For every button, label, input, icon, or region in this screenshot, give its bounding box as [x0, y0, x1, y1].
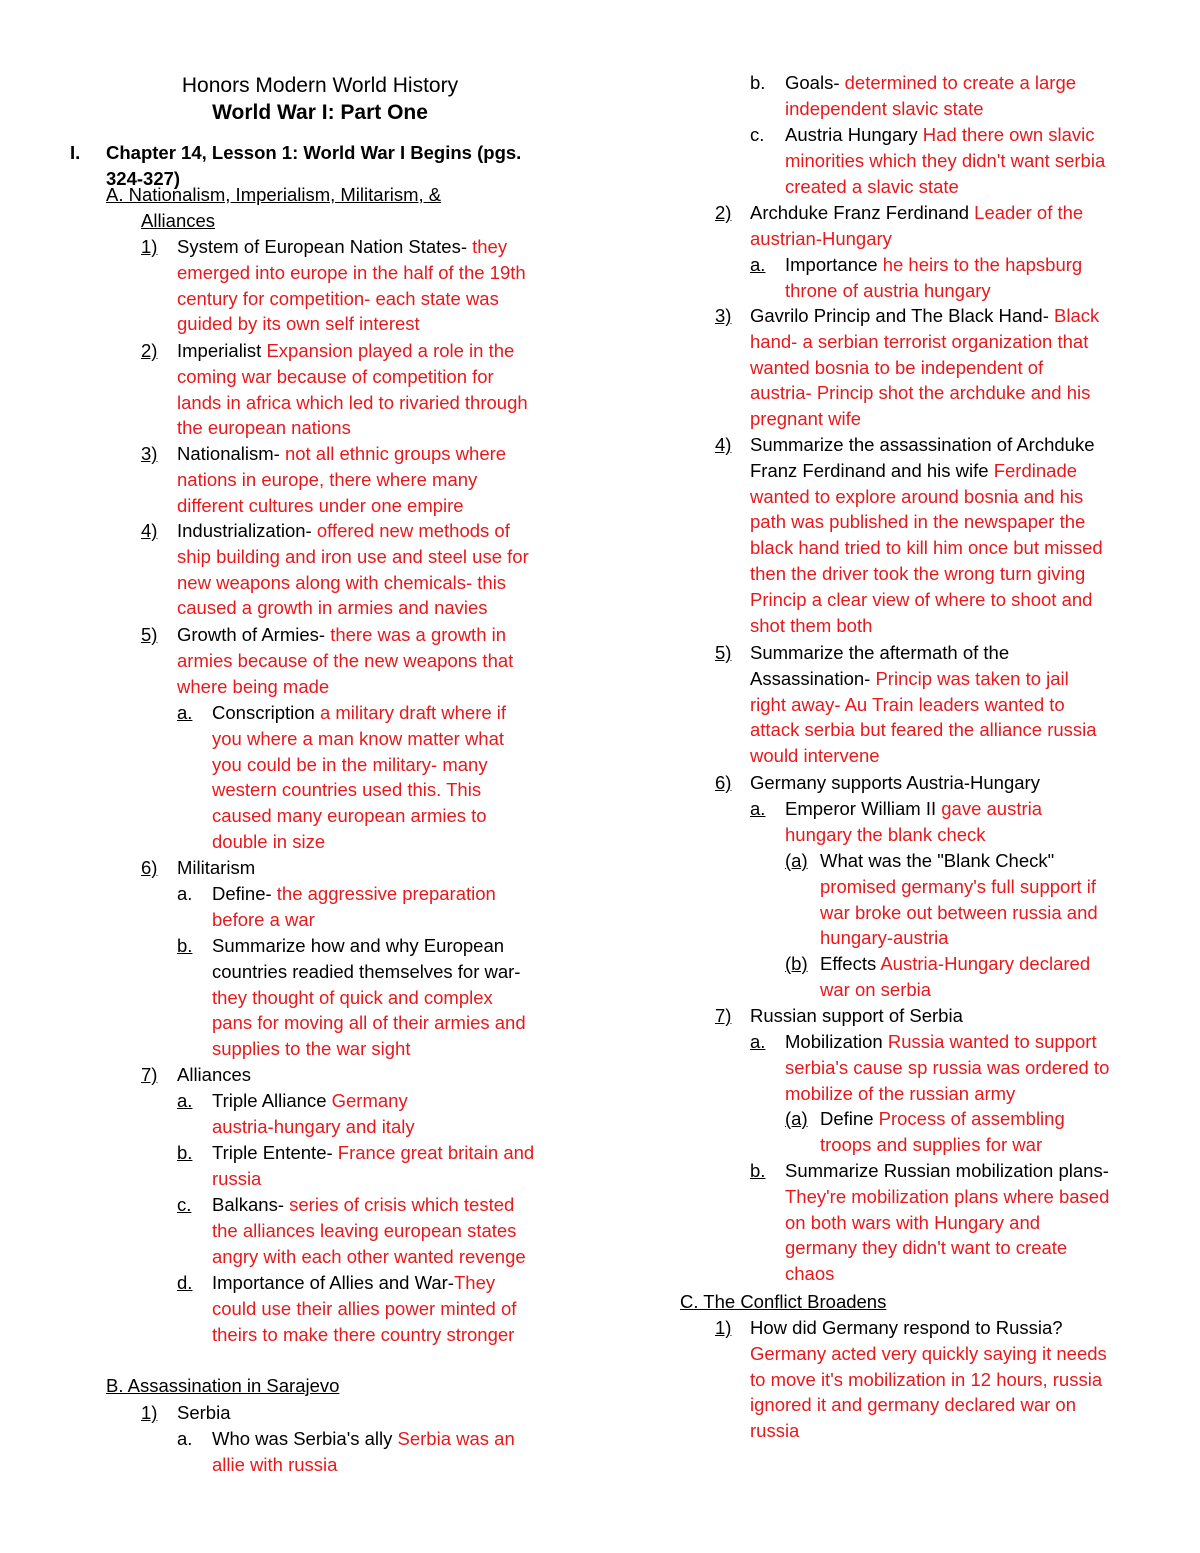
answer-text: the aggressive preparation: [276, 883, 496, 904]
answer-text: austria- Princip shot the archduke and his: [750, 382, 1091, 404]
outline-label: b.: [750, 1160, 766, 1181]
section-c: [680, 1289, 886, 1315]
outline-line: [177, 570, 506, 596]
outline-line: [785, 1184, 1109, 1210]
outline-label: a.: [750, 254, 766, 275]
outline-line: [785, 1210, 1040, 1236]
outline-line: [177, 648, 513, 674]
outline-label: (a): [785, 1108, 808, 1129]
outline-label: 5): [715, 642, 732, 663]
answer-text: they thought of quick and complex: [212, 986, 493, 1008]
prompt-text: Archduke Franz Ferdinand: [750, 202, 975, 223]
outline-line: [177, 1062, 251, 1088]
answer-text: Austria-Hungary declared: [880, 953, 1091, 974]
outline-line: [212, 1218, 516, 1244]
answer-text: different cultures under one empire: [177, 494, 464, 516]
section-a-title-cont: Alliances: [141, 210, 216, 231]
prompt-text: Russian support of Serbia: [750, 1005, 963, 1026]
answer-text: coming war because of competition for: [177, 365, 494, 387]
prompt-text: Alliances: [177, 1064, 252, 1085]
answer-text: angry with each other wanted revenge: [212, 1245, 526, 1267]
outline-line: [212, 907, 315, 933]
outline-line: [177, 415, 351, 441]
answer-text: Ferdinade: [993, 459, 1078, 481]
prompt-text: Mobilization: [785, 1031, 888, 1052]
answer-text: western countries used this. This: [212, 779, 482, 801]
answer-text: germany they didn't want to create: [785, 1237, 1068, 1259]
answer-text: lands in africa which led to rivaried through: [177, 391, 528, 413]
prompt-text: Serbia: [177, 1402, 231, 1423]
outline-label: c.: [177, 1194, 192, 1215]
answer-text: he heirs to the hapsburg: [882, 254, 1083, 275]
outline-line: [212, 1088, 408, 1114]
prompt-text: Conscription: [212, 702, 320, 723]
outline-label: b.: [750, 72, 766, 93]
outline-label: a.: [177, 1090, 193, 1111]
outline-line: [177, 674, 329, 700]
outline-line: [750, 226, 892, 252]
outline-line: [820, 900, 1098, 926]
answer-text: ship building and iron use and steel use for: [177, 545, 529, 567]
answer-text: a military draft where if: [319, 702, 507, 723]
outline-line: [212, 1270, 495, 1296]
outline-line: [212, 1140, 534, 1166]
outline-line: [212, 829, 325, 855]
answer-text: black hand tried to kill him once but missed: [750, 537, 1103, 559]
answer-text: Leader of the: [974, 202, 1084, 223]
outline-label: 2): [715, 202, 732, 223]
outline-label: b.: [177, 1142, 193, 1163]
outline-line: [750, 458, 1077, 484]
answer-text: century for competition- each state was: [177, 287, 499, 309]
outline-line: [750, 1367, 1102, 1393]
outline-line: [177, 286, 499, 312]
answer-text: there was a growth in: [330, 624, 507, 645]
prompt-text: How did Germany respond to Russia?: [750, 1317, 1063, 1338]
answer-text: hand- a serbian terrorist organization that: [750, 330, 1089, 352]
prompt-text: Goals-: [785, 72, 845, 93]
answer-text: russia: [750, 1420, 800, 1442]
section-c-title: The Conflict Broadens: [698, 1291, 887, 1312]
outline-line: [750, 535, 1103, 561]
prompt-text: Effects: [820, 953, 881, 974]
outline-line: [750, 484, 1083, 510]
outline-label: 6): [141, 857, 158, 878]
prompt-text: Summarize how and why European: [212, 935, 505, 956]
outline-label: a.: [177, 883, 193, 904]
outline-line: [750, 432, 1094, 458]
section-b-title: Assassination in Sarajevo: [123, 1375, 340, 1396]
outline-line: [750, 561, 1085, 587]
prompt-text: Importance of Allies and War-: [212, 1272, 454, 1293]
answer-text: the alliances leaving european states: [212, 1219, 517, 1241]
outline-line: [750, 509, 1085, 535]
prompt-text: Balkans-: [212, 1194, 290, 1215]
prompt-text: Austria Hungary: [785, 124, 923, 145]
outline-line: [750, 613, 872, 639]
outline-line: [750, 355, 1043, 381]
answer-text: Germany: [331, 1090, 408, 1111]
outline-line: [820, 977, 931, 1003]
outline-line: [785, 252, 1082, 278]
section-b: [106, 1373, 339, 1399]
outline-line: [212, 803, 487, 829]
outline-label: 1): [141, 1402, 158, 1423]
prompt-text: Germany supports Austria-Hungary: [750, 772, 1040, 793]
answer-text: Germany acted very quickly saying it needs: [750, 1342, 1107, 1364]
answer-text: you where a man know matter what: [212, 727, 505, 749]
answer-text: guided by its own self interest: [177, 313, 420, 335]
outline-line: [177, 234, 507, 260]
prompt-text: countries readied themselves for war-: [212, 960, 521, 982]
answer-text: serbia's cause sp russia was ordered to: [785, 1056, 1110, 1078]
answer-text: promised germany's full support if: [820, 875, 1097, 897]
prompt-text: Militarism: [177, 857, 256, 878]
answer-text: theirs to make there country stronger: [212, 1323, 515, 1345]
answer-text: armies because of the new weapons that: [177, 649, 514, 671]
outline-line: [212, 726, 504, 752]
outline-line: [177, 311, 420, 337]
outline-line: [750, 770, 1040, 796]
outline-line: [212, 1244, 526, 1270]
outline-label: c.: [750, 124, 765, 145]
prompt-text: Gavrilo Princip and The Black Hand-: [750, 305, 1055, 326]
outline-line: [177, 493, 464, 519]
outline-label: 4): [141, 520, 158, 541]
answer-text: could use their allies power minted of: [212, 1297, 517, 1319]
outline-line: [785, 174, 959, 200]
answer-text: attack serbia but feared the alliance russia: [750, 719, 1097, 741]
outline-line: [212, 1010, 526, 1036]
chapter-title: Chapter 14, Lesson 1: World War I Begins (pgs.: [106, 142, 522, 163]
answer-text: chaos: [785, 1263, 835, 1285]
answer-text: to move it's mobilization in 12 hours, russia: [750, 1368, 1103, 1390]
outline-label: 3): [141, 443, 158, 464]
answer-text: determined to create a large: [844, 72, 1077, 93]
answer-text: the european nations: [177, 417, 351, 439]
answer-text: war on serbia: [820, 978, 932, 1000]
outline-label: 3): [715, 305, 732, 326]
outline-line: [212, 1192, 514, 1218]
outline-line: [177, 364, 494, 390]
section-b-label: B.: [106, 1375, 124, 1396]
outline-line: [177, 518, 510, 544]
outline-line: [212, 1322, 514, 1348]
section-a-label: A.: [106, 184, 124, 205]
chapter-title-cont: 324-327): [106, 168, 181, 189]
outline-line: [750, 666, 1069, 692]
unit-title: World War I: Part One: [212, 101, 428, 124]
answer-text: russia: [212, 1167, 262, 1189]
answer-text: war broke out between russia and: [820, 901, 1098, 923]
answer-text: on both wars with Hungary and: [785, 1211, 1041, 1233]
outline-line: [750, 406, 861, 432]
outline-line: [785, 1261, 834, 1287]
outline-line: [177, 622, 506, 648]
outline-line: [750, 303, 1099, 329]
prompt-text: Franz Ferdinand and his wife: [750, 459, 994, 481]
outline-line: [750, 587, 1092, 613]
answer-text: emerged into europe in the half of the 19th: [177, 261, 526, 283]
answer-text: austrian-Hungary: [750, 227, 892, 249]
outline-line: [750, 329, 1088, 355]
outline-label: 4): [715, 434, 732, 455]
answer-text: supplies to the war sight: [212, 1038, 411, 1060]
answer-text: not all ethnic groups where: [284, 443, 507, 464]
answer-text: troops and supplies for war: [820, 1133, 1043, 1155]
outline-line: [212, 1166, 261, 1192]
outline-line: [820, 874, 1096, 900]
answer-text: mobilize of the russian army: [785, 1082, 1016, 1104]
outline-line: [785, 1081, 1015, 1107]
outline-line: [177, 441, 506, 467]
outline-label: 1): [715, 1317, 732, 1338]
answer-text: created a slavic state: [785, 175, 959, 197]
outline-line: [785, 1029, 1097, 1055]
answer-text: series of crisis which tested: [289, 1194, 515, 1215]
answer-text: caused many european armies to: [212, 805, 487, 827]
answer-text: hungary-austria: [820, 927, 949, 949]
outline-line: [750, 640, 1009, 666]
outline-line: [212, 1296, 516, 1322]
answer-text: They: [453, 1272, 496, 1293]
outline-line: [750, 1341, 1107, 1367]
outline-line: [750, 1418, 799, 1444]
answer-text: Serbia was an: [397, 1428, 515, 1449]
answer-text: throne of austria hungary: [785, 279, 991, 301]
section-a-title: Nationalism, Imperialism, Militarism, &: [123, 184, 442, 205]
answer-text: Russia wanted to support: [887, 1031, 1097, 1052]
outline-line: [177, 1400, 230, 1426]
answer-text: Had there own slavic: [922, 124, 1095, 145]
answer-text: offered new methods of: [316, 520, 510, 541]
outline-line: [750, 1315, 1063, 1341]
prompt-text: Importance: [785, 254, 883, 275]
answer-text: shot them both: [750, 614, 873, 636]
prompt-text: Growth of Armies-: [177, 624, 331, 645]
outline-line: [177, 855, 255, 881]
outline-line: [750, 1392, 1076, 1418]
chapter-label: I.: [70, 142, 81, 163]
answer-text: nations in europe, there where many: [177, 468, 478, 490]
outline-line: [177, 260, 526, 286]
outline-line: [785, 70, 1076, 96]
outline-line: [177, 595, 488, 621]
prompt-text: System of European Nation States-: [177, 236, 473, 257]
answer-text: gave austria: [941, 798, 1043, 819]
answer-text: Princip a clear view of where to shoot and: [750, 588, 1093, 610]
outline-line: [785, 1158, 1109, 1184]
answer-text: austria-hungary and italy: [212, 1115, 415, 1137]
answer-text: path was published in the newspaper the: [750, 511, 1086, 533]
prompt-text: Assassination-: [750, 667, 876, 689]
outline-line: [750, 380, 1090, 406]
outline-label: a.: [177, 702, 193, 723]
outline-label: b.: [177, 935, 193, 956]
prompt-text: What was the "Blank Check": [820, 850, 1055, 871]
outline-line: [212, 933, 504, 959]
outline-line: [212, 1426, 515, 1452]
outline-label: a.: [750, 798, 766, 819]
answer-text: caused a growth in armies and navies: [177, 597, 488, 619]
outline-line: [820, 1106, 1065, 1132]
answer-text: ignored it and germany declared war on: [750, 1394, 1076, 1416]
outline-line: [212, 700, 506, 726]
outline-label: 5): [141, 624, 158, 645]
outline-line: [785, 822, 986, 848]
prompt-text: Define: [820, 1108, 879, 1129]
prompt-text: Triple Alliance: [212, 1090, 332, 1111]
outline-line: [750, 1003, 963, 1029]
answer-text: minorities which they didn't want serbia: [785, 149, 1106, 171]
outline-line: [785, 278, 991, 304]
outline-line: [177, 544, 529, 570]
prompt-text: Define-: [212, 883, 277, 904]
answer-text: would intervene: [750, 745, 880, 767]
answer-text: wanted to explore around bosnia and his: [750, 485, 1084, 507]
outline-line: [212, 1114, 415, 1140]
answer-text: where being made: [177, 675, 330, 697]
prompt-text: Triple Entente-: [212, 1142, 338, 1163]
answer-text: Black: [1054, 305, 1100, 326]
prompt-text: Summarize the aftermath of the: [750, 642, 1010, 663]
answer-text: They're mobilization plans where based: [785, 1185, 1110, 1207]
prompt-text: Summarize the assassination of Archduke: [750, 434, 1095, 455]
outline-line: [785, 796, 1042, 822]
section-c-label: C.: [680, 1291, 699, 1312]
outline-line: [820, 951, 1090, 977]
answer-text: you could be in the military- many: [212, 753, 488, 775]
outline-line: [785, 1055, 1109, 1081]
prompt-text: Industrialization-: [177, 520, 317, 541]
outline-line: [177, 338, 514, 364]
outline-line: [785, 96, 984, 122]
outline-label: d.: [177, 1272, 193, 1293]
outline-line: [177, 390, 528, 416]
answer-text: new weapons along with chemicals- this: [177, 571, 507, 593]
answer-text: France great britain and: [337, 1142, 535, 1163]
outline-line: [212, 985, 493, 1011]
outline-line: [750, 717, 1097, 743]
outline-label: (b): [785, 953, 808, 974]
answer-text: independent slavic state: [785, 97, 984, 119]
outline-line: [212, 881, 496, 907]
outline-line: [750, 200, 1083, 226]
course-title: Honors Modern World History: [181, 74, 459, 97]
outline-line: [212, 1036, 410, 1062]
outline-line: [212, 1452, 337, 1478]
outline-line: [785, 122, 1095, 148]
section-a: [106, 182, 441, 208]
answer-text: pans for moving all of their armies and: [212, 1012, 526, 1034]
outline-line: [785, 148, 1105, 174]
answer-text: double in size: [212, 831, 326, 852]
outline-label: 7): [715, 1005, 732, 1026]
answer-text: before a war: [212, 908, 315, 930]
prompt-text: Emperor William II: [785, 798, 942, 819]
prompt-text: Who was Serbia's ally: [212, 1428, 398, 1449]
outline-line: [750, 692, 1065, 718]
prompt-text: Imperialist: [177, 340, 267, 361]
outline-label: a.: [750, 1031, 766, 1052]
outline-line: [212, 959, 520, 985]
answer-text: right away- Au Train leaders wanted to: [750, 693, 1065, 715]
outline-line: [212, 777, 481, 803]
answer-text: Process of assembling: [878, 1108, 1065, 1129]
outline-line: [820, 848, 1054, 874]
outline-label: a.: [177, 1428, 193, 1449]
outline-line: [212, 752, 488, 778]
outline-label: 2): [141, 340, 158, 361]
answer-text: they: [472, 236, 508, 257]
answer-text: allie with russia: [212, 1453, 338, 1475]
outline-label: (a): [785, 850, 808, 871]
outline-line: [177, 467, 477, 493]
outline-line: [785, 1235, 1067, 1261]
answer-text: then the driver took the wrong turn giving: [750, 563, 1086, 584]
answer-text: pregnant wife: [750, 408, 862, 430]
outline-label: 6): [715, 772, 732, 793]
answer-text: Expansion played a role in the: [266, 340, 515, 361]
answer-text: Princip was taken to jail: [875, 667, 1069, 689]
answer-text: hungary the blank check: [785, 823, 986, 845]
prompt-text: Nationalism-: [177, 443, 285, 464]
prompt-text: Summarize Russian mobilization plans-: [785, 1160, 1109, 1181]
outline-line: [820, 925, 949, 951]
outline-line: [750, 743, 880, 769]
outline-label: 7): [141, 1064, 158, 1085]
answer-text: wanted bosnia to be independent of: [750, 356, 1044, 378]
outline-label: 1): [141, 236, 158, 257]
outline-line: [820, 1132, 1042, 1158]
